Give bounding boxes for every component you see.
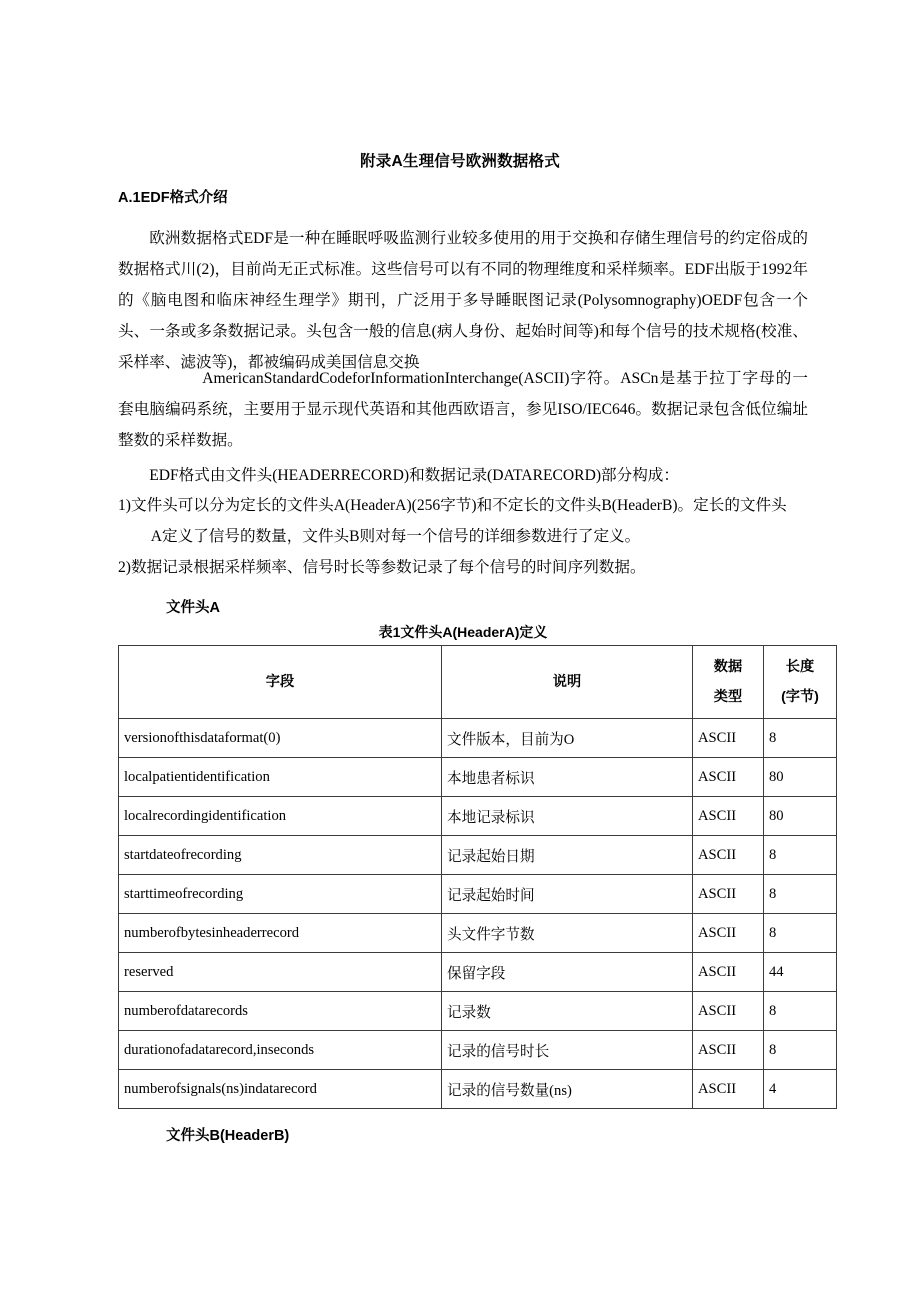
cell-datatype: ASCII <box>693 836 764 875</box>
table-row <box>119 1070 837 1109</box>
table-row <box>119 914 837 953</box>
cell-description: 记录数 <box>442 992 693 1031</box>
cell-field: localpatientidentification <box>119 758 442 797</box>
cell-description: 本地记录标识 <box>442 797 693 836</box>
cell-field: localrecordingidentification <box>119 797 442 836</box>
cell-length: 8 <box>764 992 837 1031</box>
cell-datatype: ASCII <box>693 758 764 797</box>
cell-datatype: ASCII <box>693 992 764 1031</box>
cell-description: 保留字段 <box>442 953 693 992</box>
paragraph-3-text: EDF格式由文件头(HEADERRECORD)和数据记录(DATARECORD)部分构成： <box>149 467 679 484</box>
cell-datatype: ASCII <box>693 953 764 992</box>
table-row <box>119 953 837 992</box>
list-item-1 <box>118 490 808 552</box>
table-row <box>119 719 837 758</box>
cell-field: reserved <box>119 953 442 992</box>
subheading-header-b: 文件头B(HeaderB) <box>166 1128 290 1144</box>
column-header-datatype <box>693 646 764 719</box>
paragraph-1 <box>118 223 808 378</box>
cell-datatype: ASCII <box>693 875 764 914</box>
cell-length: 80 <box>764 758 837 797</box>
cell-field: versionofthisdataformat(0) <box>119 719 442 758</box>
cell-datatype: ASCII <box>693 719 764 758</box>
table-row <box>119 836 837 875</box>
cell-datatype: ASCII <box>693 1070 764 1109</box>
column-header-description <box>442 646 693 719</box>
cell-length: 8 <box>764 1031 837 1070</box>
table-header-row <box>119 646 837 719</box>
cell-description: 文件版本，目前为O <box>442 719 693 758</box>
header-a-definition-table <box>118 645 837 1109</box>
cell-length: 8 <box>764 914 837 953</box>
cell-description: 记录的信号数量(ns) <box>442 1070 693 1109</box>
table-caption: 表1文件头A(HeaderA)定义 <box>378 624 548 640</box>
cell-datatype: ASCII <box>693 914 764 953</box>
table-row <box>119 1031 837 1070</box>
cell-field: startdateofrecording <box>119 836 442 875</box>
cell-description: 头文件字节数 <box>442 914 693 953</box>
list-item-2-text: 2)数据记录根据采样频率、信号时长等参数记录了每个信号的时间序列数据。 <box>118 559 646 576</box>
subheading-header-a: 文件头A <box>166 600 220 616</box>
cell-field: numberofdatarecords <box>119 992 442 1031</box>
table-row <box>119 758 837 797</box>
table-body <box>119 719 837 1109</box>
cell-length: 8 <box>764 875 837 914</box>
column-header-length-line2: (字节) <box>781 689 819 705</box>
paragraph-2-text: AmericanStandardCodeforInformationInterchange(ASCII)字符。ASCn是基于拉丁字母的一套电脑编码系统，主要用于显示现代英语和其他西欧语言，参见ISO/IEC646。数据记录包含低位编址整数的采样数据。 <box>118 370 808 449</box>
cell-datatype: ASCII <box>693 1031 764 1070</box>
table-row <box>119 797 837 836</box>
column-header-datatype-line1: 数据 <box>713 659 743 675</box>
cell-description: 记录起始时间 <box>442 875 693 914</box>
cell-field: durationofadatarecord,inseconds <box>119 1031 442 1070</box>
cell-length: 4 <box>764 1070 837 1109</box>
cell-field: starttimeofrecording <box>119 875 442 914</box>
cell-description: 本地患者标识 <box>442 758 693 797</box>
column-header-field <box>119 646 442 719</box>
cell-length: 44 <box>764 953 837 992</box>
table-head <box>119 646 837 719</box>
cell-field: numberofbytesinheaderrecord <box>119 914 442 953</box>
cell-description: 记录起始日期 <box>442 836 693 875</box>
paragraph-1-text: 欧洲数据格式EDF是一种在睡眠呼吸监测行业较多使用的用于交换和存储生理信号的约定俗成的数据格式川(2)，目前尚无正式标准。这些信号可以有不同的物理维度和采样频率。EDF出版于1992年的《脑电图和临床神经生理学》期刊，广泛用于多导睡眠图记录(Polysomnography)OEDF包含一个头、一条或多条数据记录。头包含一般的信息(病人身份、起始时间等)和每个信号的技术规格(校准、采样率、滤波等)，都被编码成美国信息交换 <box>118 230 808 371</box>
list-item-1-continuation: A定义了信号的数量，文件头B则对每一个信号的详细参数进行了定义。 <box>150 528 641 545</box>
paragraph-2 <box>118 363 808 456</box>
page-title: 附录A生理信号欧洲数据格式 <box>360 153 560 170</box>
cell-length: 8 <box>764 836 837 875</box>
column-header-length-line1: 长度 <box>785 659 815 675</box>
cell-length: 80 <box>764 797 837 836</box>
column-header-description-label: 说明 <box>552 674 582 690</box>
section-heading-a1: A.1EDF格式介绍 <box>118 190 228 206</box>
column-header-field-label: 字段 <box>265 674 295 690</box>
table-row <box>119 992 837 1031</box>
column-header-length <box>764 646 837 719</box>
cell-length: 8 <box>764 719 837 758</box>
paragraph-3 <box>118 460 808 491</box>
cell-description: 记录的信号时长 <box>442 1031 693 1070</box>
table-row <box>119 875 837 914</box>
cell-field: numberofsignals(ns)indatarecord <box>119 1070 442 1109</box>
list-item-1-text: 1)文件头可以分为定长的文件头A(HeaderA)(256字节)和不定长的文件头B(HeaderB)。定长的文件头 <box>118 497 787 514</box>
list-item-2 <box>118 552 808 583</box>
cell-datatype: ASCII <box>693 797 764 836</box>
column-header-datatype-line2: 类型 <box>713 689 743 705</box>
